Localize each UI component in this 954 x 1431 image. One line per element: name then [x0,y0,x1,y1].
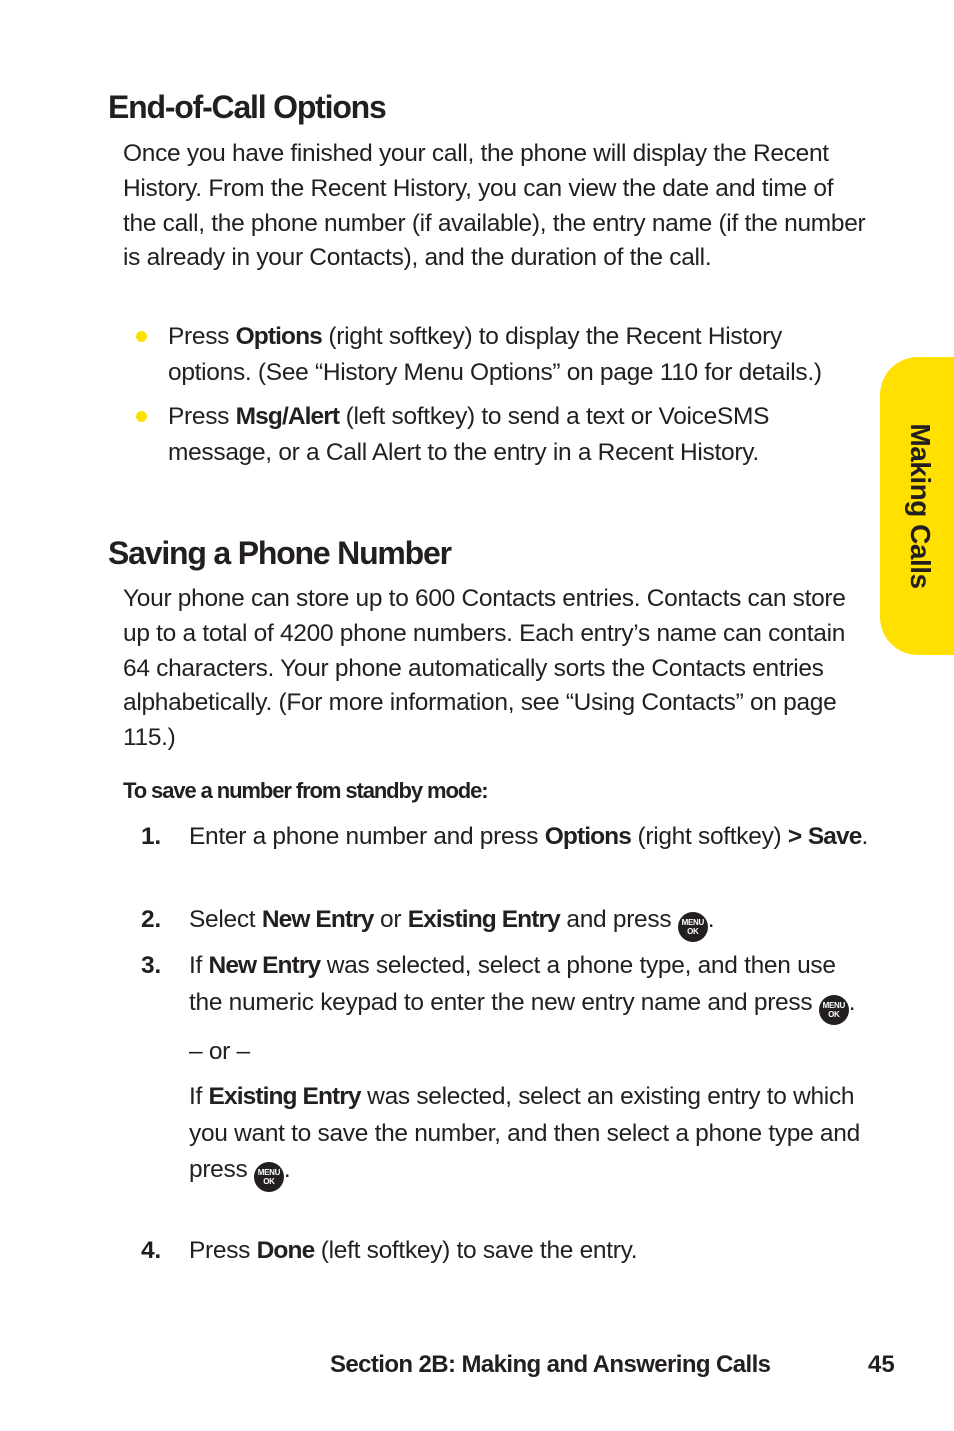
bullet-dot-icon [136,331,147,342]
key-name: Options [235,323,322,350]
step-number: 2. [141,906,161,933]
step-number: 3. [141,952,161,979]
section-heading-saving-number: Saving a Phone Number [108,535,451,571]
step-number: 4. [141,1237,161,1264]
step-1: 1. Enter a phone number and press Options (right softkey) > Save. [141,819,871,856]
key-name: Msg/Alert [235,403,340,430]
step-3: 3. If New Entry was selected, select a phone type, and then use the numeric keypad to enter the new entry name and press MENU OK . – or – If Existing Entry was selected, select an existing entry to which you want to save the number, and then select a phone type and press MENU OK . [141,948,871,1192]
page-number: 45 [868,1351,895,1378]
section-intro-saving-number: Your phone can store up to 600 Contacts entries. Contacts can store up to a total of 4200 phone numbers. Each entry’s name can contain 64 characters. Your phone automatically sorts the Contacts entries alphabetically. (For more information, see “Using Contacts” on page 115.) [123,585,846,752]
bullet-list [130,319,870,479]
menu-path-separator: > [787,823,802,850]
side-tab [880,357,954,655]
footer-section-title: Section 2B: Making and Answering Calls [330,1351,771,1378]
section-intro-end-of-call: Once you have finished your call, the phone will display the Recent History. From the Recent History, you can view the date and time of the call, the phone number (if available), the entry name (if the number is already in your Contacts), and the duration of the call. [123,140,866,272]
menu-ok-key-icon: MENU OK [254,1162,284,1192]
bullet-dot-icon [136,411,147,422]
menu-ok-key-icon: MENU OK [819,995,849,1025]
procedure-subheading: To save a number from standby mode: [123,778,488,803]
step-number: 1. [141,823,161,850]
bullet-item: Press Options (right softkey) to display the Recent History options. (See “History Menu Options” on page 110 for details.) [130,319,870,391]
or-separator: – or – [189,1037,250,1065]
step-4: 4. Press Done (left softkey) to save the entry. [141,1233,871,1270]
bullet-item: Press Msg/Alert (left softkey) to send a text or VoiceSMS message, or a Call Alert to the entry in a Recent History. [130,399,870,471]
side-tab-label: Making Calls [905,423,936,589]
section-heading-end-of-call: End-of-Call Options [108,89,386,125]
menu-ok-key-icon: MENU OK [678,912,708,942]
step-2: 2. Select New Entry or Existing Entry and press MENU OK . [141,902,871,942]
